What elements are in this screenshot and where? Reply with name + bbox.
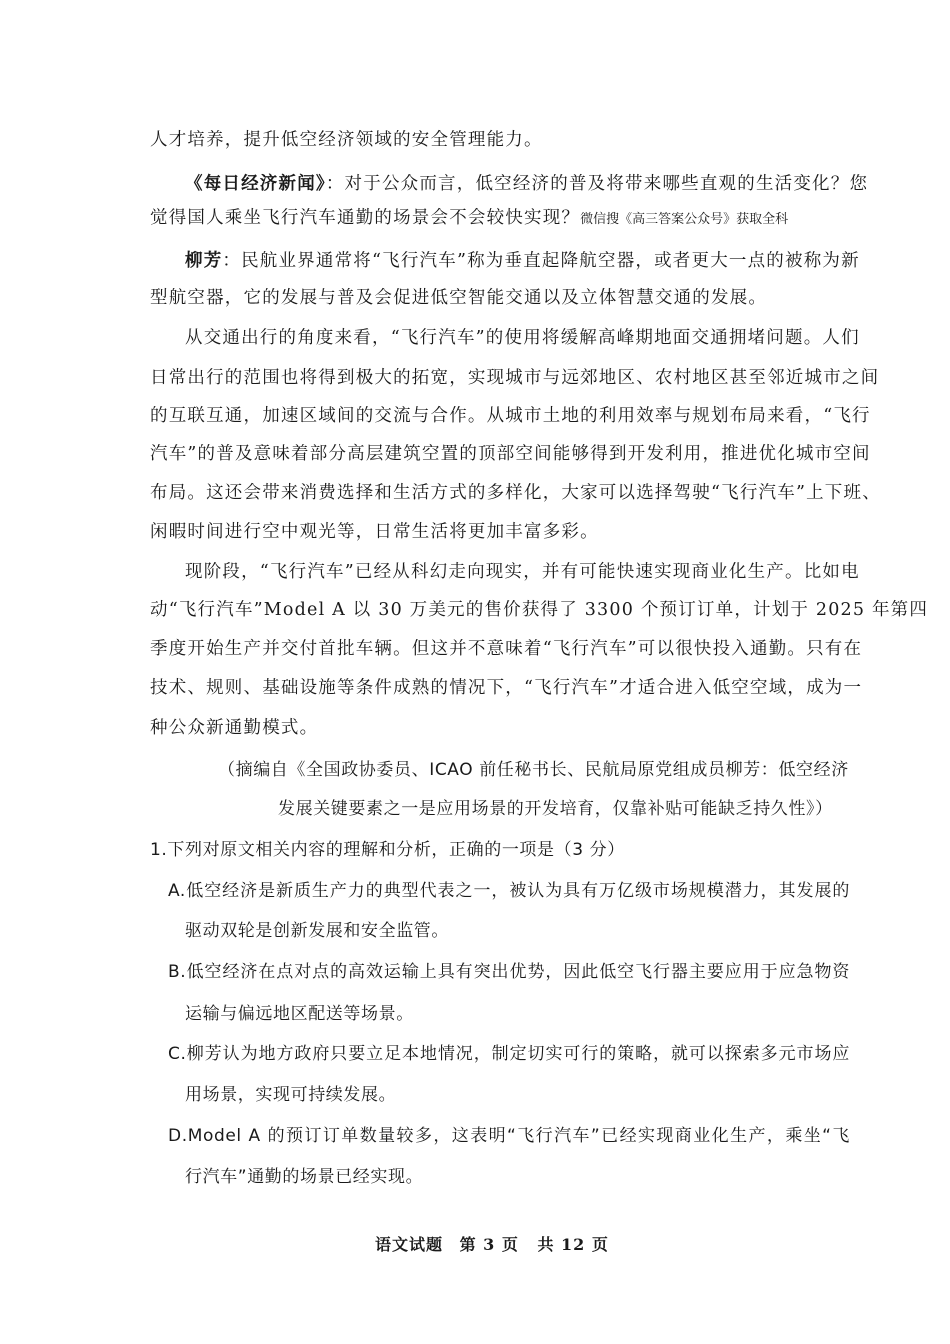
passage-line: 季度开始生产并交付首批车辆。但这并不意味着“飞行汽车”可以很快投入通勤。只有在 [150, 639, 863, 659]
footer-subject: 语文试题 [375, 1235, 444, 1254]
question-source: 《每日经济新闻》 [185, 174, 326, 194]
interview-question-line [150, 206, 788, 232]
option-b: B.低空经济在点对点的高效运输上具有突出优势，因此低空飞行器主要应用于应急物资 [168, 962, 850, 982]
option-c-cont: 用场景，实现可持续发展。 [185, 1085, 397, 1105]
question-text: 觉得国人乘坐飞行汽车通勤的场景会不会较快实现？ [150, 208, 581, 228]
footer-total: 共 12 页 [537, 1235, 609, 1254]
answer-line: 型航空器，它的发展与普及会促进低空智能交通以及立体智慧交通的发展。 [150, 288, 768, 308]
option-b-cont: 运输与偏远地区配送等场景。 [185, 1004, 414, 1024]
answer-line [185, 249, 860, 273]
answer-speaker: 柳芳 [185, 251, 223, 271]
passage-line: 从交通出行的角度来看，“飞行汽车”的使用将缓解高峰期地面交通拥堵问题。人们 [185, 328, 860, 348]
option-a-cont: 驱动双轮是创新发展和安全监管。 [185, 921, 449, 941]
watermark-text: 微信搜《高三答案公众号》获取全科 [580, 212, 789, 227]
interview-question-line [185, 172, 869, 196]
passage-line: 日常出行的范围也将得到极大的拓宽，实现城市与远郊地区、农村地区甚至邻近城市之间 [150, 368, 880, 388]
option-d: D.Model A 的预订订单数量较多，这表明“飞行汽车”已经实现商业化生产，乘坐“飞 [168, 1126, 850, 1146]
footer-page: 第 3 页 [459, 1235, 519, 1254]
option-a: A.低空经济是新质生产力的典型代表之一，被认为具有万亿级市场规模潜力，其发展的 [168, 881, 850, 901]
passage-line: 人才培养，提升低空经济领域的安全管理能力。 [150, 130, 543, 150]
citation-line: 发展关键要素之一是应用场景的开发培育，仅靠补贴可能缺乏持久性》） [278, 799, 833, 819]
answer-text: ：民航业界通常将“飞行汽车”称为垂直起降航空器，或者更大一点的被称为新 [222, 251, 860, 271]
passage-line: 现阶段，“飞行汽车”已经从科幻走向现实，并有可能快速实现商业化生产。比如电 [185, 562, 860, 582]
option-c: C.柳芳认为地方政府只要立足本地情况，制定切实可行的策略，就可以探索多元市场应 [168, 1044, 850, 1064]
citation-line: （摘编自《全国政协委员、ICAO 前任秘书长、民航局原党组成员柳芳：低空经济 [218, 760, 849, 780]
question-text: ：对于公众而言，低空经济的普及将带来哪些直观的生活变化？您 [325, 174, 869, 194]
passage-line: 闲暇时间进行空中观光等，日常生活将更加丰富多彩。 [150, 522, 599, 542]
page-footer [375, 1232, 609, 1255]
option-d-cont: 行汽车”通勤的场景已经实现。 [185, 1167, 424, 1187]
passage-line: 动“飞行汽车”Model A 以 30 万美元的售价获得了 3300 个预订订单，计划于 2025 年第四 [150, 600, 929, 620]
passage-line: 技术、规则、基础设施等条件成熟的情况下，“飞行汽车”才适合进入低空空域，成为一 [150, 678, 863, 698]
passage-line: 布局。这还会带来消费选择和生活方式的多样化，大家可以选择驾驶“飞行汽车”上下班、 [150, 483, 881, 503]
passage-line: 汽车”的普及意味着部分高层建筑空置的顶部空间能够得到开发利用，推进优化城市空间 [150, 444, 871, 464]
passage-line: 种公众新通勤模式。 [150, 718, 319, 738]
question-stem: 1.下列对原文相关内容的理解和分析，正确的一项是（3 分） [150, 840, 625, 860]
passage-line: 的互联互通，加速区域间的交流与合作。从城市土地的利用效率与规划布局来看，“飞行 [150, 406, 871, 426]
